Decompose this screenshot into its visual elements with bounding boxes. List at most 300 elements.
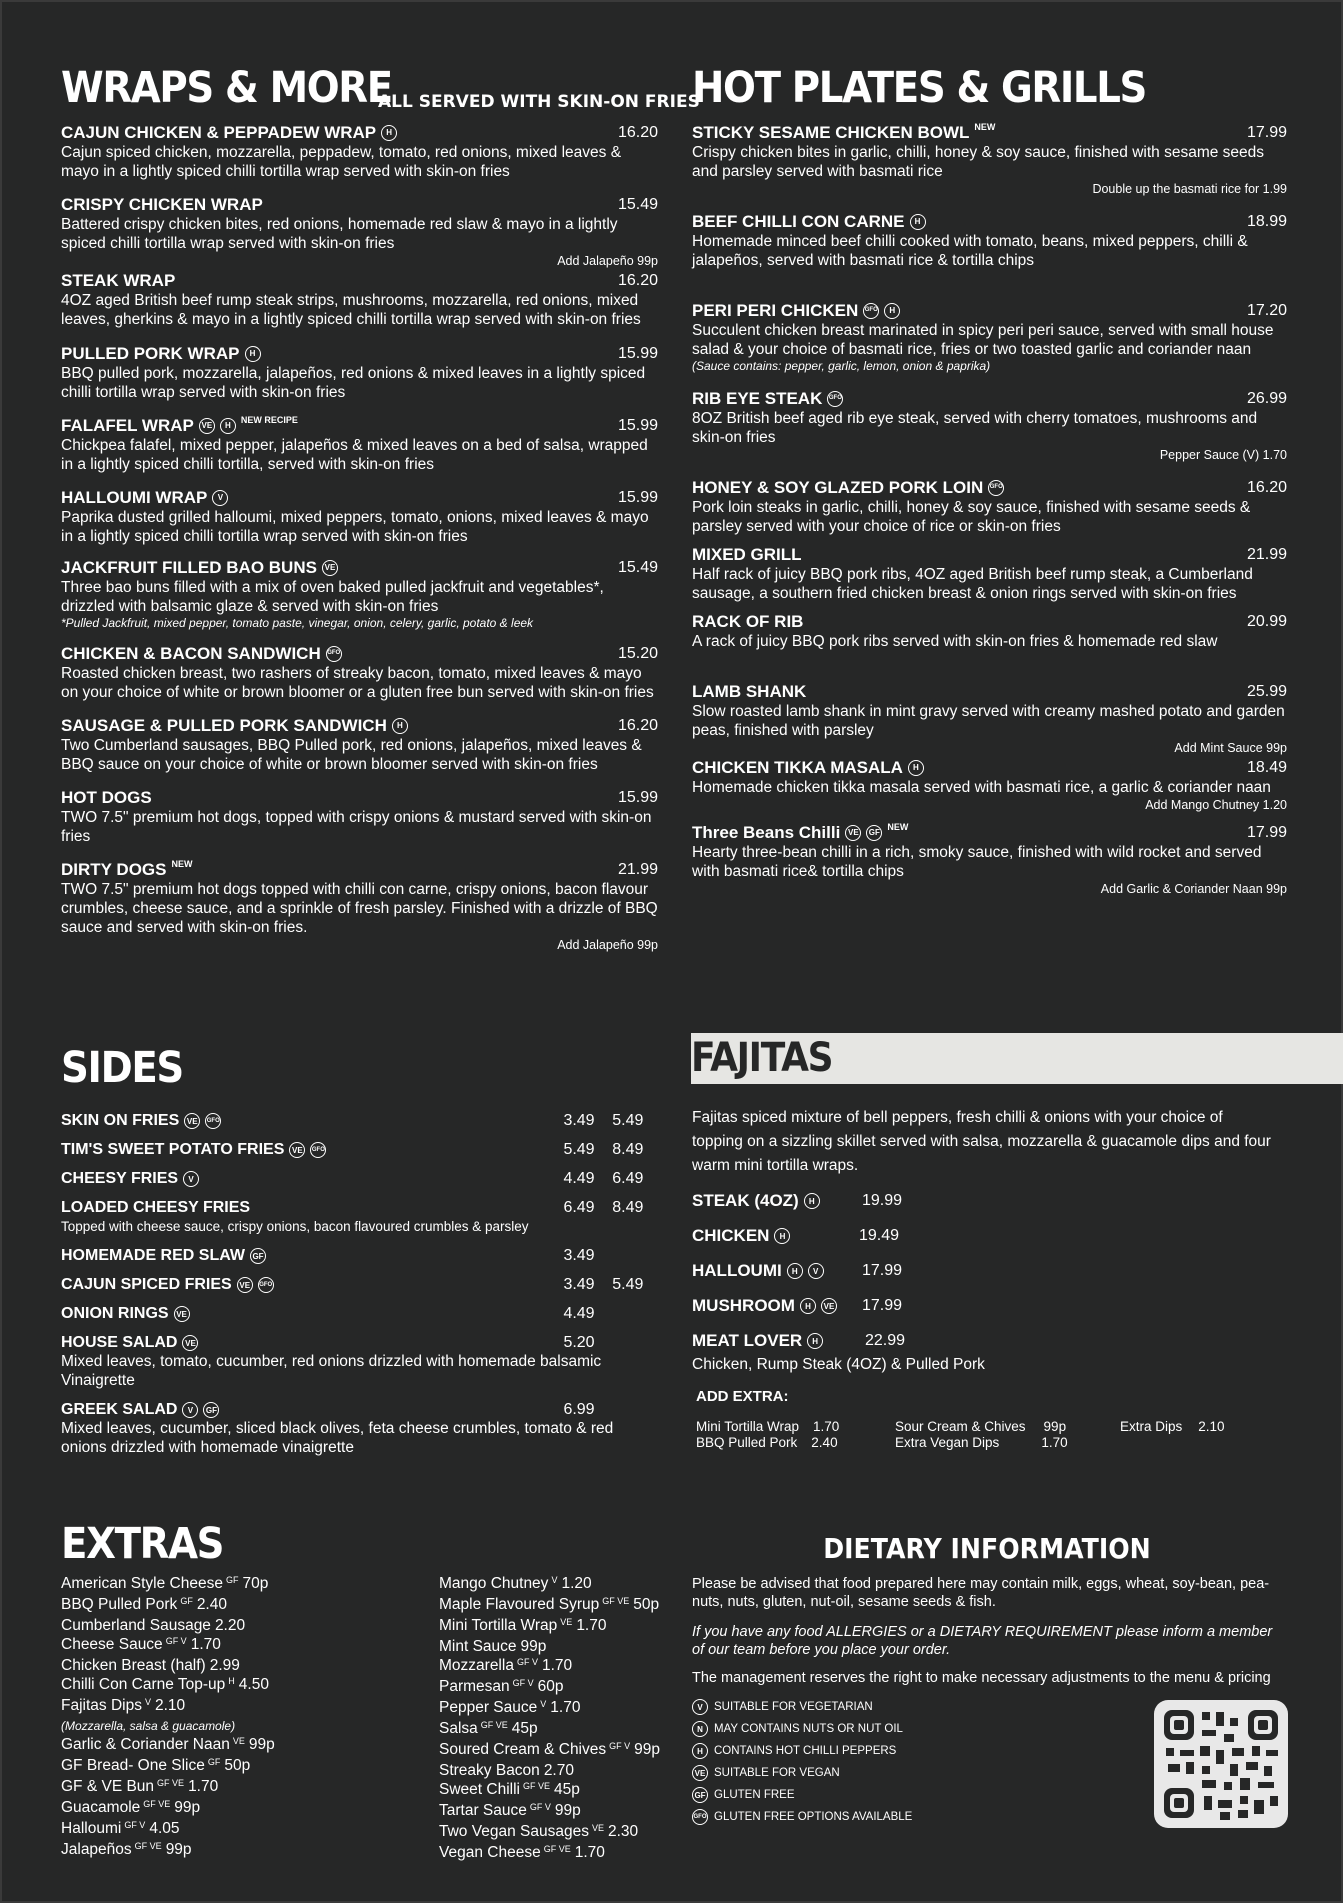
extra-item-tags: GF VE [143, 1799, 171, 1809]
menu-item-name [61, 643, 342, 664]
menu-item [61, 487, 658, 546]
extra-item-price: 2.99 [209, 1657, 240, 1674]
extra-item-name: Cumberland Sausage [61, 1617, 211, 1634]
fajita-item-price: 17.99 [862, 1262, 903, 1279]
wraps-title: WRAPS & MORE [61, 63, 392, 113]
gfo-badge-icon: GFO [988, 480, 1004, 496]
menu-item-title: PULLED PORK WRAP [61, 344, 240, 363]
h-badge-icon: H [245, 346, 261, 362]
menu-item-title: PERI PERI CHICKEN [692, 301, 859, 320]
extra-item-price: 2.20 [214, 1617, 246, 1634]
extra-item [439, 1637, 679, 1656]
extra-item-tags: H [228, 1676, 235, 1686]
menu-item-name [692, 211, 926, 232]
side-item [61, 1247, 661, 1265]
menu-item-title: RACK OF RIB [692, 612, 804, 631]
menu-item-addon: Add Jalapeño 99p [557, 254, 658, 268]
extra-item [439, 1574, 679, 1595]
fajita-item-name [692, 1191, 862, 1211]
side-item [61, 1112, 661, 1130]
extra-item-tags: GF VE [134, 1841, 162, 1851]
h-badge-icon: H [220, 418, 236, 434]
extra-item-tags: GF V [512, 1678, 534, 1688]
menu-item-price: 16.20 [617, 717, 658, 734]
h-badge-icon: H [910, 214, 926, 230]
menu-item-name [692, 611, 803, 632]
menu-item-header [61, 557, 658, 578]
menu-item-header [692, 388, 1287, 409]
menu-item-addon: Double up the basmati rice for 1.99 [1092, 182, 1287, 196]
menu-item-price: 18.49 [1246, 759, 1287, 776]
menu-item-price: 15.49 [617, 196, 658, 213]
gf-badge-icon: GF [203, 1402, 219, 1418]
extra-item [61, 1798, 439, 1819]
n-badge-icon: N [692, 1721, 708, 1737]
side-item-price-large: 5.49 [612, 1112, 644, 1129]
menu-item-price: 16.20 [617, 124, 658, 141]
menu-item-price: 17.20 [1246, 302, 1287, 319]
extra-item-name: Jalapeños [61, 1841, 132, 1858]
extra-item [61, 1735, 439, 1756]
ve-badge-icon: VE [184, 1113, 200, 1129]
side-item-price-large: 5.49 [612, 1276, 644, 1293]
fajita-item-price: 22.99 [865, 1332, 906, 1349]
extra-item-name: BBQ Pulled Pork [61, 1596, 178, 1613]
menu-item-description: Half rack of juicy BBQ pork ribs, 4OZ aged British beef rump steak, a Cumberland sausage, a southern fried chicken breast & onion rings served with skin-on fries [692, 566, 1253, 602]
extra-item-price: 60p [537, 1678, 564, 1695]
menu-item-tag: NEW [887, 822, 909, 832]
extra-item-name: Guacamole [61, 1799, 141, 1816]
v-badge-icon: V [182, 1402, 198, 1418]
ve-badge-icon: VE [199, 418, 215, 434]
ve-badge-icon: VE [174, 1306, 190, 1322]
menu-item-description: 4OZ aged British beef rump steak strips, mushrooms, mozzarella, red onions, mixed leaves, gherkins & mayo in a lightly spiced chilli tortilla wrap served with skin-on fries [61, 292, 641, 328]
fajitas-list [692, 1191, 1287, 1351]
menu-item-description: Paprika dusted grilled halloumi, mixed peppers, tomato, onions, mixed leaves & mayo in a lightly spiced chilli tortilla wrap served with skin-on fries [61, 509, 649, 545]
side-item-header [61, 1141, 661, 1159]
side-item [61, 1141, 661, 1159]
extra-item-price: 1.70 [541, 1657, 573, 1674]
extra-item-price: 2.70 [543, 1762, 574, 1779]
extra-item-tags: V [144, 1697, 151, 1707]
side-item [61, 1305, 661, 1323]
gfo-badge-icon: GFO [827, 391, 843, 407]
h-badge-icon: H [381, 125, 397, 141]
fajita-item [692, 1296, 1287, 1316]
menu-item-description: Cajun spiced chicken, mozzarella, peppadew, tomato, red onions, mixed leaves & mayo in a lightly spiced chilli tortilla wrap served with skin-on fries [61, 144, 622, 180]
fajita-item-title: MUSHROOM [692, 1296, 795, 1315]
menu-item-price: 16.20 [1246, 479, 1287, 496]
side-item-title: ONION RINGS [61, 1305, 169, 1322]
menu-item-price: 16.20 [617, 272, 658, 289]
extras-title: EXTRAS [61, 1519, 224, 1569]
menu-item-name [692, 681, 806, 702]
menu-item-description: Pork loin steaks in garlic, chilli, honey & soy sauce, finished with sesame seeds & parsley served with your choice of rice or skin-on fries [692, 499, 1251, 535]
extra-item-tags: GF VE [602, 1596, 630, 1606]
side-item-description: Mixed leaves, cucumber, sliced black olives, feta cheese crumbles, tomato & red onions drizzled with homemade vinaigrette [61, 1420, 614, 1456]
add-extra-title: ADD EXTRA: [696, 1388, 789, 1405]
menu-item-header [61, 343, 658, 364]
menu-item-price: 20.99 [1246, 613, 1287, 630]
side-item-name [61, 1112, 563, 1130]
side-item-title: GREEK SALAD [61, 1401, 178, 1418]
extra-item [61, 1656, 439, 1675]
extra-item [61, 1595, 439, 1616]
h-badge-icon: H [807, 1333, 823, 1349]
menu-item-price: 17.99 [1246, 124, 1287, 141]
side-item-description: Mixed leaves, tomato, cucumber, red onions drizzled with homemade balsamic Vinaigrette [61, 1353, 602, 1389]
menu-item-name [61, 194, 263, 215]
wraps-section [61, 63, 700, 954]
menu-item-title: CHICKEN TIKKA MASALA [692, 758, 903, 777]
side-item-name [61, 1401, 563, 1419]
menu-item-price: 15.20 [617, 645, 658, 662]
fajita-item-title: HALLOUMI [692, 1261, 782, 1280]
fajitas-title-bar [691, 1033, 1343, 1084]
menu-item-price: 15.99 [617, 345, 658, 362]
extra-item-name: Chilli Con Carne Top-up [61, 1676, 226, 1693]
dietary-allergy-note: If you have any food ALLERGIES or a DIETARY REQUIREMENT please inform a member of our team before you place your order. [692, 1624, 1273, 1658]
extra-item-name: American Style Cheese [61, 1575, 223, 1592]
side-item [61, 1334, 661, 1390]
menu-item-name [61, 122, 397, 143]
extra-item-tags: GF V [516, 1657, 538, 1667]
menu-item-header [61, 270, 658, 291]
extra-item-name: GF & VE Bun [61, 1778, 155, 1795]
extra-item [61, 1819, 439, 1840]
side-item-name [61, 1276, 563, 1294]
extra-item-price: 50p [633, 1596, 660, 1613]
menu-item-header [692, 211, 1287, 232]
fajita-item [692, 1226, 1287, 1246]
extra-item [439, 1719, 679, 1740]
dietary-key-label: MAY CONTAINS NUTS OR NUT OIL [714, 1723, 903, 1735]
side-item-name [61, 1247, 563, 1265]
menu-item [61, 643, 658, 702]
extra-item-price: 1.20 [561, 1575, 592, 1592]
extra-item [61, 1574, 439, 1595]
dietary-key-label: CONTAINS HOT CHILLI PEPPERS [714, 1745, 897, 1757]
menu-item-addon: Add Mint Sauce 99p [1174, 741, 1287, 755]
extra-item-tags: VE [232, 1736, 245, 1746]
menu-item-title: CRISPY CHICKEN WRAP [61, 195, 263, 214]
extra-item-price: 45p [554, 1781, 580, 1798]
extra-item-price: 1.70 [550, 1699, 581, 1716]
menu-item-name [61, 487, 228, 508]
hot-plates-title: HOT PLATES & GRILLS [692, 63, 1147, 113]
menu-item-description: BBQ pulled pork, mozzarella, jalapeños, red onions & mixed leaves in a lightly spiced chilli tortilla wrap served with skin-on fries [61, 365, 646, 401]
menu-item-description: Crispy chicken bites in garlic, chilli, honey & soy sauce, finished with sesame seeds and parsley served with basmati rice [692, 144, 1265, 180]
menu-item-header [692, 477, 1287, 498]
menu-item-name [61, 343, 261, 364]
extra-item [61, 1635, 439, 1656]
hot-plates-section [692, 64, 1287, 898]
sides-section [61, 1044, 661, 1468]
extra-item-price: 70p [242, 1575, 269, 1592]
menu-item [61, 194, 658, 270]
extra-item-name: Sweet Chilli [439, 1781, 520, 1798]
extra-item-name: Salsa [439, 1720, 478, 1737]
gfo-badge-icon: GFO [692, 1809, 708, 1825]
menu-item-name [692, 122, 995, 143]
side-item-title: SKIN ON FRIES [61, 1112, 180, 1129]
side-item-title: HOMEMADE RED SLAW [61, 1247, 245, 1264]
fajita-item-price: 19.99 [862, 1192, 903, 1209]
extra-item-price: 45p [511, 1720, 538, 1737]
dietary-key-label: GLUTEN FREE [714, 1789, 795, 1801]
menu-item-name [61, 859, 192, 880]
dietary-key-label: SUITABLE FOR VEGETARIAN [714, 1701, 873, 1713]
menu-item-title: JACKFRUIT FILLED BAO BUNS [61, 558, 317, 577]
add-extra-item: Extra Dips 2.10 [1120, 1419, 1225, 1434]
extra-item-name: Parmesan [439, 1678, 510, 1695]
extras-column-2 [439, 1574, 679, 1864]
menu-item-header [692, 681, 1287, 702]
menu-item [692, 477, 1287, 536]
menu-item-title: Three Beans Chilli [692, 823, 841, 842]
side-item-price-regular: 3.49 [563, 1276, 595, 1293]
extra-item-name: Mozzarella [439, 1657, 514, 1674]
menu-item-price: 21.99 [617, 861, 658, 878]
extra-item-price: 99p [165, 1841, 192, 1858]
extra-item [439, 1740, 679, 1761]
side-item-name [61, 1170, 563, 1188]
extra-item-tags: GF VE [157, 1778, 185, 1788]
extra-item [439, 1780, 679, 1801]
menu-item-header [61, 415, 658, 436]
side-item-description: Topped with cheese sauce, crispy onions, bacon flavoured crumbles & parsley [61, 1219, 529, 1234]
menu-item-name [692, 388, 843, 409]
extra-item-name: Fajitas Dips [61, 1697, 142, 1714]
gfo-badge-icon: GFO [326, 646, 342, 662]
ve-badge-icon: VE [821, 1298, 837, 1314]
fajita-item-name [692, 1261, 862, 1281]
menu-item-title: RIB EYE STEAK [692, 389, 823, 408]
side-item-price-large: 8.49 [612, 1199, 644, 1216]
fajita-item-name [692, 1226, 859, 1246]
dietary-advice: Please be advised that food prepared here may contain milk, eggs, wheat, soy-bean, pea-nuts, nuts, gluten, nut-oil, sesame seeds & fish. [692, 1576, 1270, 1610]
extra-item-name: Chicken Breast (half) [61, 1657, 206, 1674]
sides-list [61, 1112, 661, 1457]
extra-item-price: 1.70 [576, 1617, 607, 1634]
hot-plates-list [692, 122, 1287, 898]
extra-item-name: GF Bread- One Slice [61, 1757, 205, 1774]
side-item-price-regular: 4.49 [563, 1170, 595, 1187]
extra-item-price: 1.70 [574, 1844, 605, 1861]
extra-item-tags: V [551, 1575, 558, 1585]
side-item [61, 1199, 661, 1236]
menu-item-title: FALAFEL WRAP [61, 416, 194, 435]
side-item [61, 1401, 661, 1457]
fajita-item-price: 17.99 [862, 1297, 903, 1314]
side-item-name [61, 1305, 563, 1323]
extra-item-name: Maple Flavoured Syrup [439, 1596, 600, 1613]
extra-item [439, 1822, 679, 1843]
side-item-header [61, 1199, 661, 1217]
menu-item-header [61, 715, 658, 736]
menu-item-note: (Sauce contains: pepper, garlic, lemon, onion & paprika) [692, 359, 991, 373]
extra-item [439, 1616, 679, 1637]
h-badge-icon: H [787, 1263, 803, 1279]
menu-item-description: Succulent chicken breast marinated in spicy peri peri sauce, served with small house salad & your choice of basmati rice, fries or two toasted garlic and coriander naan [692, 322, 1274, 358]
extra-item-tags: VE [560, 1617, 573, 1627]
dietary-key-label: GLUTEN FREE OPTIONS AVAILABLE [714, 1811, 913, 1823]
menu-item-title: HOT DOGS [61, 788, 152, 807]
fajita-item-title: MEAT LOVER [692, 1331, 803, 1350]
ve-badge-icon: VE [322, 560, 338, 576]
gfo-badge-icon: GFO [310, 1142, 326, 1158]
qr-code[interactable] [1154, 1700, 1288, 1828]
side-item-title: TIM'S SWEET POTATO FRIES [61, 1141, 285, 1158]
menu-item-name [692, 757, 924, 778]
side-item-header [61, 1170, 661, 1188]
extra-item-tags: GF V [609, 1741, 631, 1751]
extra-item [439, 1656, 679, 1677]
gfo-badge-icon: GFO [258, 1277, 274, 1293]
side-item-price-regular: 6.99 [563, 1401, 595, 1418]
gf-badge-icon: GF [866, 825, 882, 841]
menu-item-header [61, 487, 658, 508]
menu-item [61, 343, 658, 402]
extra-item-tags: GF [207, 1757, 221, 1767]
side-item-name [61, 1141, 563, 1159]
menu-item-description: Roasted chicken breast, two rashers of streaky bacon, tomato, mixed leaves & mayo on your choice of white or brown bloomer or a gluten free bun served with skin-on fries [61, 665, 654, 701]
fajitas-intro: Fajitas spiced mixture of bell peppers, fresh chilli & onions with your choice of topping on a sizzling skillet served with salsa, mozzarella & guacamole dips and four warm mini tortilla wraps. [692, 1109, 1271, 1174]
menu-item-title: HALLOUMI WRAP [61, 488, 208, 507]
side-item-header [61, 1401, 661, 1419]
menu-item-description: TWO 7.5" premium hot dogs, topped with crispy onions & mustard served with skin-on fries [61, 809, 652, 845]
extra-item-price: 4.05 [149, 1820, 180, 1837]
menu-item-name [692, 477, 1004, 498]
side-item-header [61, 1334, 661, 1352]
side-item-title: CHEESY FRIES [61, 1170, 179, 1187]
menu-item-title: CAJUN CHICKEN & PEPPADEW WRAP [61, 123, 377, 142]
extra-item-price: 2.10 [154, 1697, 186, 1714]
ve-badge-icon: VE [237, 1277, 253, 1293]
menu-item-header [692, 544, 1287, 565]
extra-item-tags: GF [180, 1596, 193, 1606]
menu-item-addon: Add Garlic & Coriander Naan 99p [1100, 882, 1287, 896]
extra-item-price: 99p [554, 1802, 581, 1819]
side-item-price-regular: 4.49 [563, 1305, 595, 1322]
side-item-price-regular: 3.49 [563, 1247, 595, 1264]
menu-item-name [692, 822, 908, 843]
menu-item-tag: NEW RECIPE [240, 415, 298, 425]
extra-item [61, 1756, 439, 1777]
menu-item-header [61, 859, 658, 880]
extra-item-price: 99p [248, 1736, 275, 1753]
menu-item-header [692, 300, 1287, 321]
ve-badge-icon: VE [289, 1142, 305, 1158]
extra-item-tags: GF V [165, 1636, 187, 1646]
menu-item-header [61, 643, 658, 664]
menu-item-description: 8OZ British beef aged rib eye steak, served with cherry tomatoes, mushrooms and skin-on fries [692, 410, 1258, 446]
extra-item-price: 1.70 [188, 1778, 219, 1795]
menu-item-title: CHICKEN & BACON SANDWICH [61, 644, 321, 663]
fajita-item-price: 19.49 [859, 1227, 900, 1244]
dietary-management-note: The management reserves the right to make necessary adjustments to the menu & pricing [692, 1670, 1271, 1686]
menu-item-title: SAUSAGE & PULLED PORK SANDWICH [61, 716, 387, 735]
menu-item-title: MIXED GRILL [692, 545, 802, 564]
menu-item-addon: Add Mango Chutney 1.20 [1145, 798, 1287, 812]
extra-item-price: 50p [224, 1757, 251, 1774]
menu-item-description: A rack of juicy BBQ pork ribs served with skin-on fries & homemade red slaw [692, 633, 1218, 650]
menu-item-description: Three bao buns filled with a mix of oven baked pulled jackfruit and vegetables*, drizzled with balsamic glaze & served with skin-on fries [61, 579, 604, 615]
menu-item [61, 557, 658, 631]
side-item-price-regular: 3.49 [563, 1112, 595, 1129]
gf-badge-icon: GF [250, 1248, 266, 1264]
extra-item-tags: VE [591, 1823, 604, 1833]
gfo-badge-icon: GFO [205, 1113, 221, 1129]
extra-item [439, 1677, 679, 1698]
add-extra-item: BBQ Pulled Pork 2.40 [696, 1435, 838, 1450]
extra-item-name: Two Vegan Sausages [439, 1823, 589, 1840]
menu-item [692, 757, 1287, 814]
dietary-title: DIETARY INFORMATION [823, 1532, 1151, 1565]
side-item-title: HOUSE SALAD [61, 1334, 178, 1351]
extra-item [439, 1843, 679, 1864]
menu-item-title: LAMB SHANK [692, 682, 807, 701]
fajita-item-name [692, 1331, 865, 1351]
extra-item-price: 99p [520, 1638, 547, 1655]
extra-item-name: Garlic & Coriander Naan [61, 1736, 230, 1753]
menu-item-header [692, 757, 1287, 778]
extra-item-price: 99p [634, 1741, 661, 1758]
side-item-name [61, 1199, 563, 1217]
menu-item-name [61, 715, 408, 736]
extra-item-name: Cheese Sauce [61, 1636, 163, 1653]
extra-item-tags: GF V [124, 1820, 146, 1830]
extra-item-tags: GF VE [543, 1844, 571, 1854]
extra-item-price: 1.70 [190, 1636, 221, 1653]
side-item [61, 1276, 661, 1294]
add-extra-item: Mini Tortilla Wrap 1.70 [696, 1419, 840, 1434]
menu-item [692, 300, 1287, 374]
side-item-price-large: 6.49 [612, 1170, 644, 1187]
side-item-price-large: 8.49 [612, 1141, 644, 1158]
menu-item-price: 18.99 [1246, 213, 1287, 230]
extra-item [439, 1595, 679, 1616]
side-item-title: LOADED CHEESY FRIES [61, 1199, 251, 1216]
extra-item-tags: GF VE [480, 1720, 508, 1730]
menu-item-title: HONEY & SOY GLAZED PORK LOIN [692, 478, 984, 497]
side-item-header [61, 1247, 661, 1265]
side-item-header [61, 1112, 661, 1130]
menu-item-note: *Pulled Jackfruit, mixed pepper, tomato paste, vinegar, onion, celery, garlic, potato & leek [61, 616, 534, 630]
extra-item-note: (Mozzarella, salsa & guacamole) [61, 1719, 236, 1733]
menu-item-name [692, 544, 802, 565]
side-item-header [61, 1276, 661, 1294]
fajita-item [692, 1261, 1287, 1281]
menu-item [61, 415, 658, 474]
menu-item-name [61, 787, 152, 808]
menu-item [692, 211, 1287, 270]
menu-item-description: Two Cumberland sausages, BBQ Pulled pork, red onions, jalapeños, mixed leaves & BBQ sauce on your choice of white or brown bloomer served with skin-on fries [61, 737, 642, 773]
extra-item-price: 99p [174, 1799, 201, 1816]
add-extra-grid [692, 1419, 1287, 1459]
extra-item-tags: GF V [529, 1802, 551, 1812]
menu-item-header [61, 194, 658, 215]
extra-item [61, 1616, 439, 1635]
gf-badge-icon: GF [692, 1787, 708, 1803]
extra-item-name: Halloumi [61, 1820, 122, 1837]
menu-item [692, 681, 1287, 757]
menu-item-price: 17.99 [1246, 824, 1287, 841]
menu-item-header [61, 122, 658, 143]
extra-item-tags: V [540, 1699, 547, 1709]
menu-item-addon: Pepper Sauce (V) 1.70 [1159, 448, 1287, 462]
menu-item-name [61, 270, 175, 291]
